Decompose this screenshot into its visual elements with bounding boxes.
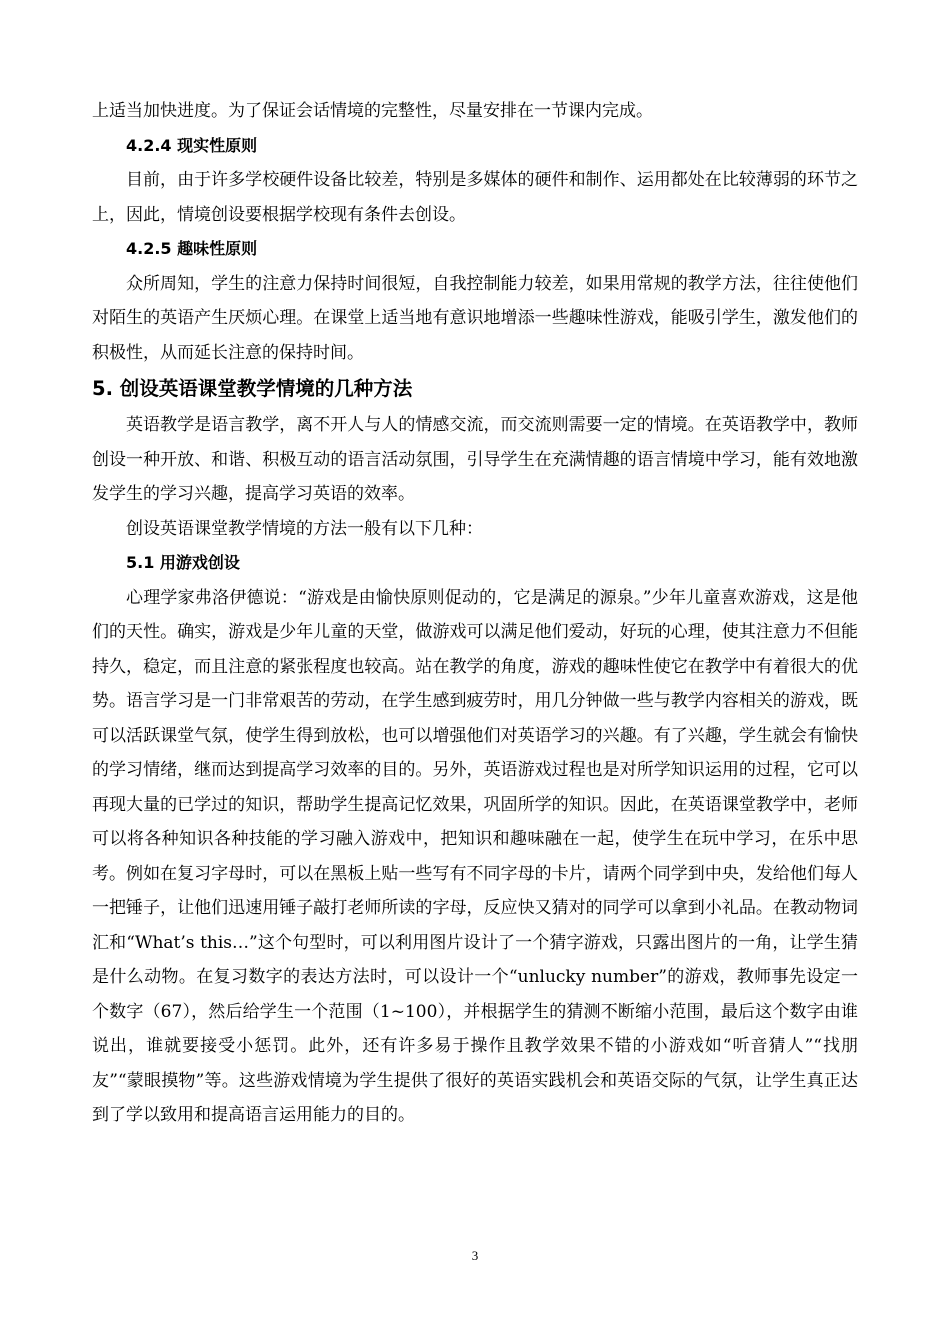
page-body [92, 94, 858, 1133]
heading-5-1: 5.1 用游戏创设 [126, 553, 240, 572]
paragraph-reality-principle: 目前，由于许多学校硬件设备比较差，特别是多媒体的硬件和制作、运用都处在比较薄弱的环节之上，因此，情境创设要根据学校现有条件去创设。 [92, 170, 858, 225]
paragraph-intro-continued: 上适当加快进度。为了保证会话情境的完整性，尽量安排在一节课内完成。 [92, 101, 653, 121]
heading-4-2-5: 4.2.5 趣味性原则 [126, 239, 258, 258]
paragraph-section-5-intro: 英语教学是语言教学，离不开人与人的情感交流，而交流则需要一定的情境。在英语教学中，教师创设一种开放、和谐、积极互动的语言活动氛围，引导学生在充满情趣的语言情境中学习，能有效地激发学生的学习兴趣，提高学习英语的效率。 [92, 415, 858, 504]
paragraph-game-method: 心理学家弗洛伊德说：“游戏是由愉快原则促动的，它是满足的源泉。”少年儿童喜欢游戏，这是他们的天性。确实，游戏是少年儿童的天堂，做游戏可以满足他们爱动，好玩的心理，使其注意力不但能持久，稳定，而且注意的紧张程度也较高。站在教学的角度，游戏的趣味性使它在教学中有着很大的优势。语言学习是一门非常艰苦的劳动，在学生感到疲劳时，用几分钟做一些与教学内容相关的游戏，既可以活跃课堂气氛，使学生得到放松，也可以增强他们对英语学习的兴趣。有了兴趣，学生就会有愉快的学习情绪，继而达到提高学习效率的目的。另外，英语游戏过程也是对所学知识运用的过程，它可以再现大量的已学过的知识，帮助学生提高记忆效果，巩固所学的知识。因此，在英语课堂教学中，老师可以将各种知识各种技能的学习融入游戏中，把知识和趣味融在一起，使学生在玩中学习，在乐中思考。例如在复习字母时，可以在黑板上贴一些写有不同字母的卡片，请两个同学到中央，发给他们每人一把锤子，让他们迅速用锤子敲打老师所读的字母，反应快又猜对的同学可以拿到小礼品。在教动物词汇和“What’s this…”这个句型时，可以利用图片设计了一个猜字游戏，只露出图片的一角，让学生猜是什么动物。在复习数字的表达方法时，可以设计一个“unlucky number”的游戏，教师事先设定一个数字（67），然后给学生一个范围（1~100），并根据学生的猜测不断缩小范围，最后这个数字由谁说出，谁就要接受小惩罚。此外，还有许多易于操作且教学效果不错的小游戏如“听音猜人”“找朋友”“蒙眼摸物”等。这些游戏情境为学生提供了很好的英语实践机会和英语交际的气氛，让学生真正达到了学以致用和提高语言运用能力的目的。 [92, 587, 858, 1125]
heading-4-2-4: 4.2.4 现实性原则 [126, 135, 258, 155]
section-heading-5: 5. 创设英语课堂教学情境的几种方法 [92, 377, 413, 400]
page-number: 3 [471, 1248, 479, 1263]
paragraph-interest-principle: 众所周知，学生的注意力保持时间很短，自我控制能力较差，如果用常规的教学方法，往往使他们对陌生的英语产生厌烦心理。在课堂上适当地有意识地增添一些趣味性游戏，能吸引学生，激发他们的积极性，从而延长注意的保持时间。 [92, 273, 858, 363]
paragraph-methods-list-intro: 创设英语课堂教学情境的方法一般有以下几种： [126, 518, 483, 539]
